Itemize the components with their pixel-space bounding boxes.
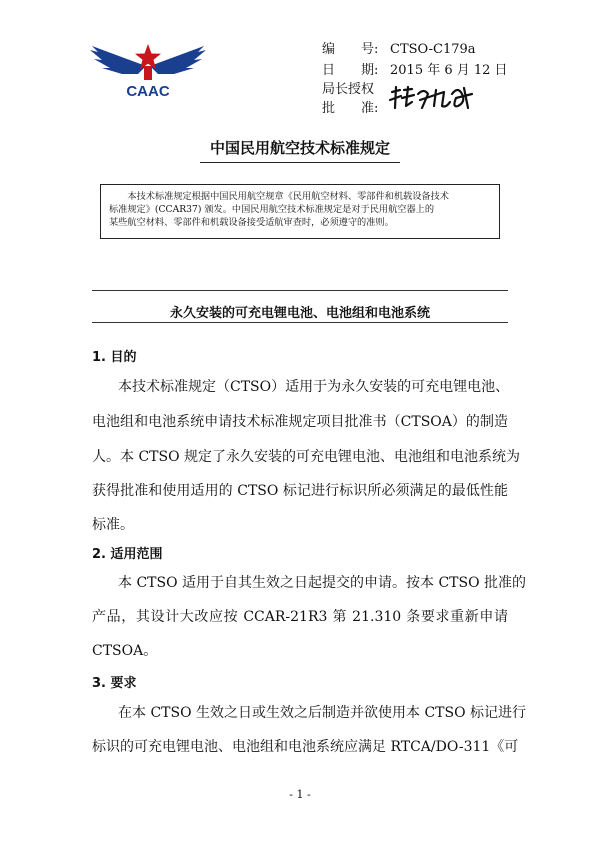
divider [92,290,508,291]
notice-line: 某些航空材料、零部件和机载设备接受适航审查时，必须遵守的准则。 [109,217,394,228]
notice-line: 本技术标准规定根据中国民用航空规章《民用航空材料、零部件和机载设备技术 [127,191,449,202]
body-line: CTSOA。 [92,643,158,659]
document-title: 中国民用航空技术标准规定 [209,139,390,157]
logo-text: CAAC [126,83,170,100]
divider [92,322,508,323]
meta-label: 编 号: [322,42,379,57]
meta-approval [322,101,390,117]
body-line: 电池组和电池系统申请技术标准规定项目批准书（CTSOA）的制造 [92,414,508,430]
body-line: 在本 CTSO 生效之日或生效之后制造并欲使用本 CTSO 标记进行 [118,705,527,721]
body-line: 获得批准和使用适用的 CTSO 标记进行标识所必须满足的最低性能 [92,483,508,499]
page-number: - 1 - [289,788,311,801]
body-line: 人。本 CTSO 规定了永久安装的可充电锂电池、电池组和电池系统为 [92,449,521,465]
title-underline [200,162,400,163]
body-line: 标准。 [92,517,134,533]
body-line: 本技术标准规定（CTSO）适用于为永久安装的可充电锂电池、 [118,379,510,395]
meta-number [322,42,476,58]
meta-value: CTSO-C179a [390,42,476,57]
section-heading: 1. 目的 [92,350,137,365]
body-line: 标识的可充电锂电池、电池组和电池系统应满足 RTCA/DO-311《可 [92,739,519,755]
meta-authorization [322,82,390,98]
section-heading: 3. 要求 [92,676,137,691]
meta-label: 批 准: [322,101,379,116]
notice-line: 标准规定》(CCAR37) 颁发。中国民用航空技术标准规定是对于民用航空器上的 [109,204,435,215]
meta-date [322,63,508,79]
caac-logo [88,40,208,102]
body-line: 产品，其设计大改应按 CCAR-21R3 第 21.310 条要求重新申请 [92,609,508,625]
notice-box [100,184,500,239]
subject-title: 永久安装的可充电锂电池、电池组和电池系统 [169,306,430,321]
section-heading: 2. 适用范围 [92,547,163,562]
meta-value: 2015 年 6 月 12 日 [390,63,508,78]
meta-label: 局长授权 [322,82,375,97]
body-line: 本 CTSO 适用于自其生效之日起提交的申请。按本 CTSO 批准的 [118,575,527,591]
meta-label: 日 期: [322,63,379,78]
handwritten-signature [386,84,478,112]
